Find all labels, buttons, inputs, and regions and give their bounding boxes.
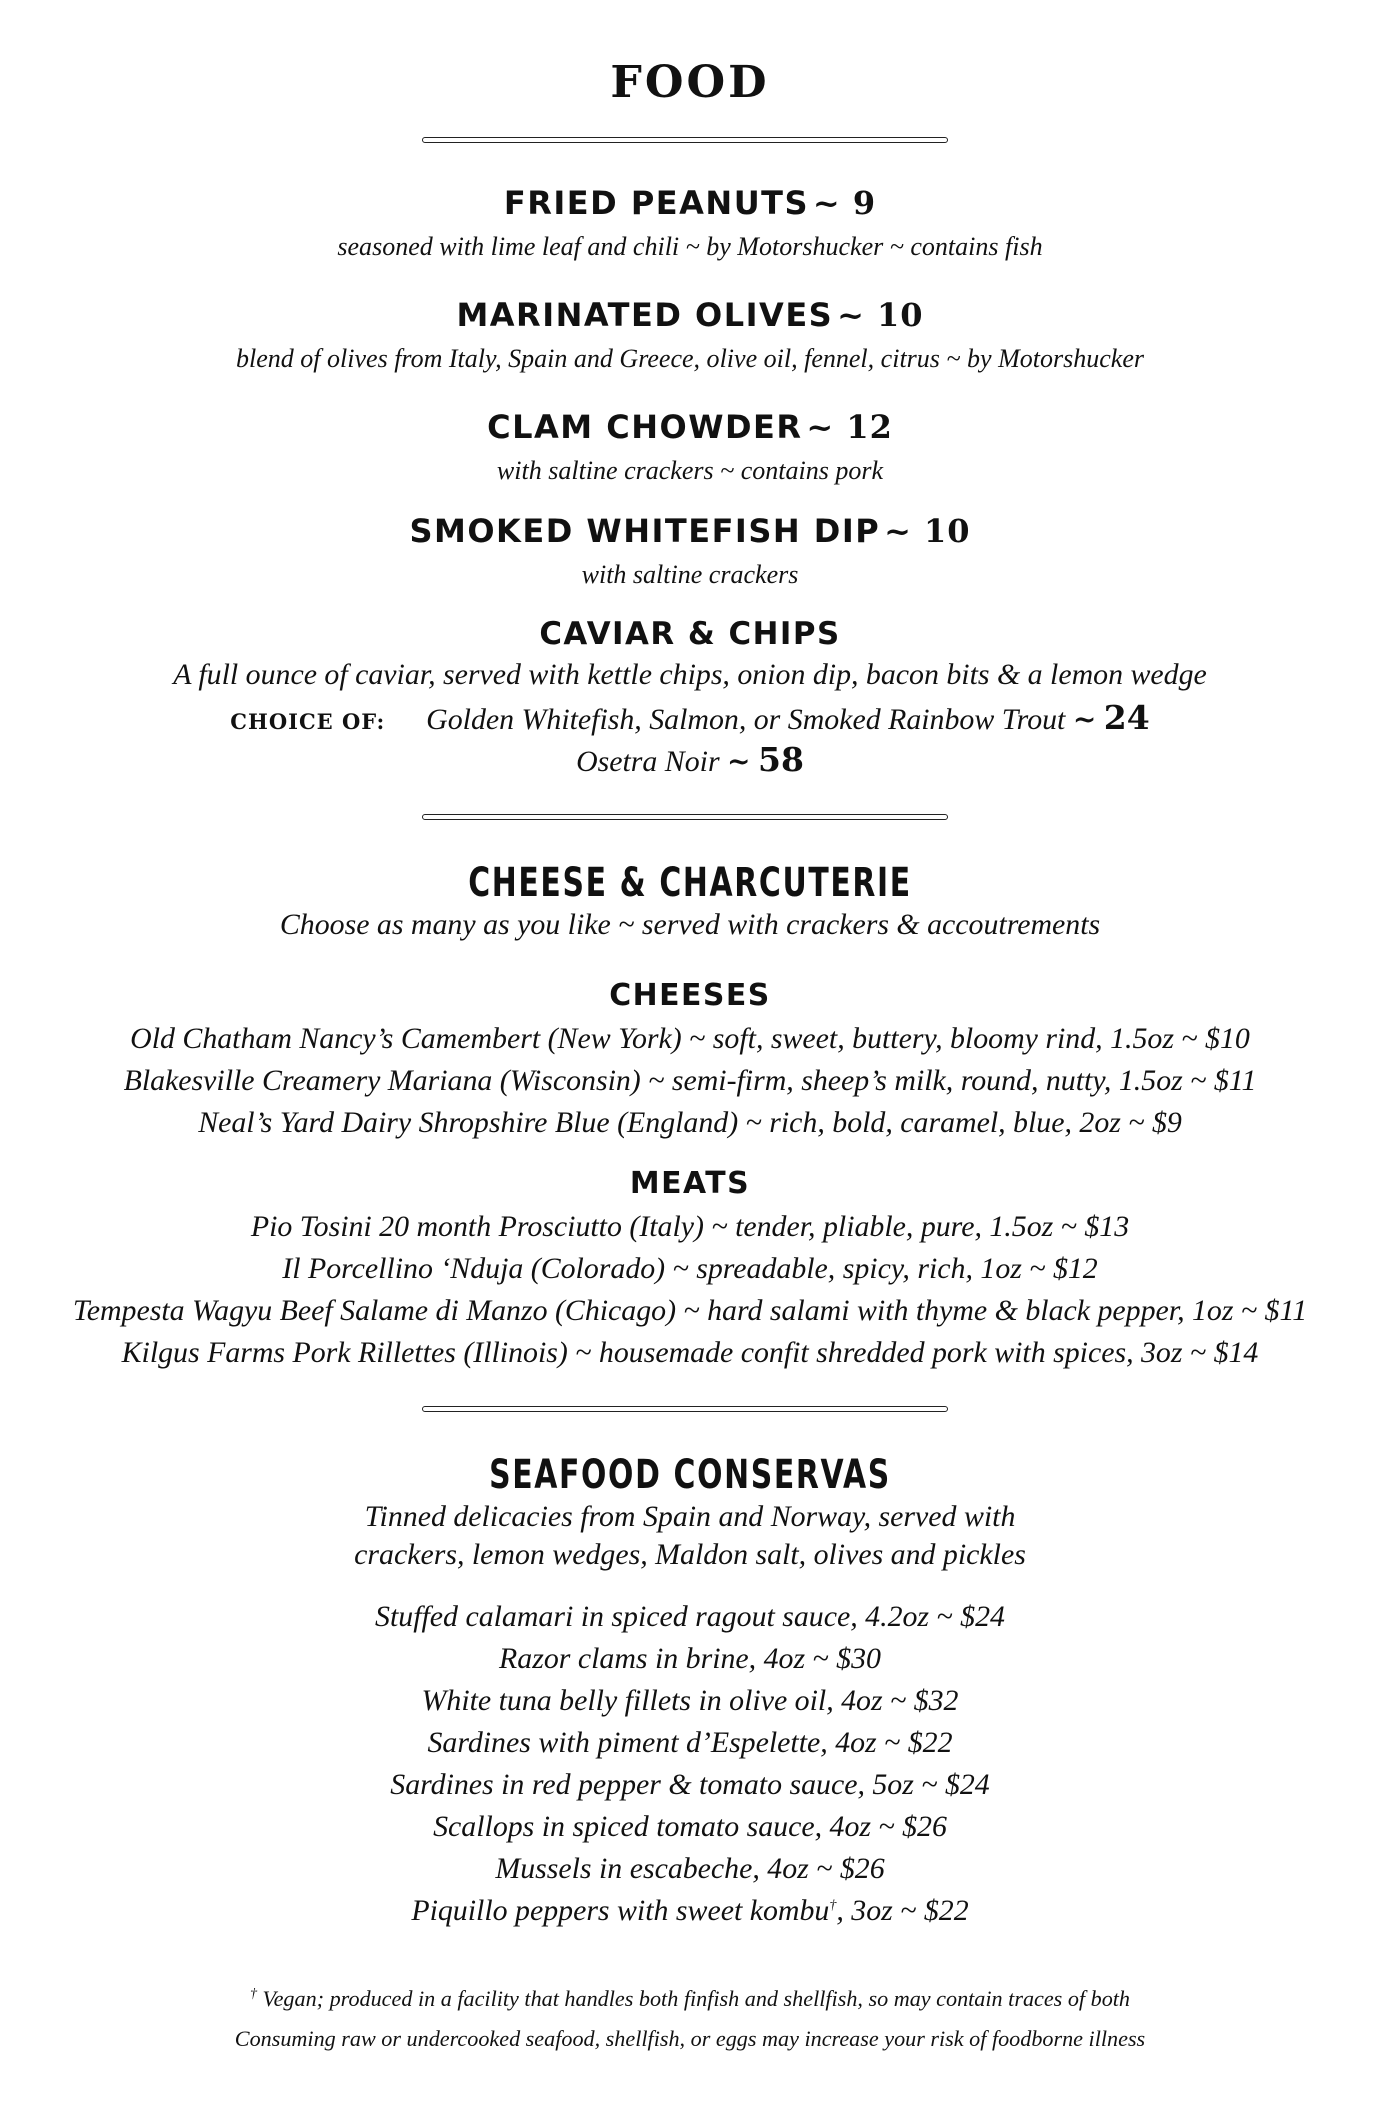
footnote-text: Vegan; produced in a facility that handles both finfish and shellfish, so may contain traces of both: [256, 1986, 1131, 2011]
menu-item-caviar-chips: CAVIAR & CHIPS: [539, 616, 841, 652]
subsection-title-cheeses: CHEESES: [609, 978, 771, 1013]
subsection-title-meats: MEATS: [629, 1166, 751, 1201]
section-title-cheese-charcuterie: CHEESE & CHARCUTERIE: [468, 858, 912, 906]
caviar-option-2: [0, 740, 1380, 779]
choice-label: CHOICE OF:: [230, 709, 386, 734]
footnote-warning: Consuming raw or undercooked seafood, shellfish, or eggs may increase your risk of foodborne illness: [234, 2026, 1146, 2051]
item-price: 9: [852, 184, 877, 222]
menu-item-fried-peanuts: [0, 184, 1380, 222]
section-subtitle: Choose as many as you like ~ served with crackers & accoutrements: [279, 908, 1101, 941]
section-subtitle: Tinned delicacies from Spain and Norway, served with: [364, 1500, 1016, 1533]
item-price: 10: [877, 296, 924, 334]
seafood-item: Scallops in spiced tomato sauce, 4oz ~ $26: [433, 1810, 947, 1843]
item-price: 10: [924, 512, 971, 550]
divider: [422, 137, 948, 143]
page-title: FOOD: [610, 56, 770, 108]
price-separator: ~: [812, 184, 853, 222]
meat-item: Tempesta Wagyu Beef Salame di Manzo (Chicago) ~ hard salami with thyme & black pepper, 1oz ~ $11: [72, 1294, 1308, 1327]
item-text: , 3oz ~ $22: [836, 1894, 969, 1927]
seafood-item: [0, 1894, 1380, 1928]
option-text: Osetra Noir: [576, 745, 720, 778]
item-description: with saltine crackers: [581, 560, 799, 589]
cheese-item: Blakesville Creamery Mariana (Wisconsin) ~ semi-firm, sheep’s milk, round, nutty, 1.5oz ~ $11: [123, 1064, 1257, 1097]
seafood-item: White tuna belly fillets in olive oil, 4oz ~ $32: [421, 1684, 959, 1717]
item-text: Piquillo peppers with sweet kombu: [411, 1894, 830, 1927]
item-name: FRIED PEANUTS: [503, 184, 810, 222]
dagger-mark: †: [829, 1898, 837, 1914]
price-separator: ~: [1072, 703, 1097, 736]
item-name: CLAM CHOWDER: [487, 408, 803, 446]
meat-item: Kilgus Farms Pork Rillettes (Illinois) ~ housemade confit shredded pork with spices, 3oz ~ $14: [121, 1336, 1259, 1369]
item-description: A full ounce of caviar, served with kettle chips, onion dip, bacon bits & a lemon wedge: [173, 658, 1207, 691]
seafood-item: Razor clams in brine, 4oz ~ $30: [499, 1642, 881, 1675]
price-separator: ~: [806, 408, 847, 446]
cheese-item: Old Chatham Nancy’s Camembert (New York) ~ soft, sweet, buttery, bloomy rind, 1.5oz ~ $10: [130, 1022, 1250, 1055]
menu-item-clam-chowder: [0, 408, 1380, 446]
section-subtitle: crackers, lemon wedges, Maldon salt, olives and pickles: [354, 1538, 1026, 1571]
section-title-seafood-conservas: SEAFOOD CONSERVAS: [489, 1450, 891, 1498]
item-name: MARINATED OLIVES: [456, 296, 834, 334]
option-price: 58: [757, 740, 804, 779]
menu-item-smoked-whitefish-dip: [0, 512, 1380, 550]
caviar-option-1: [0, 698, 1380, 737]
meat-item: Il Porcellino ‘Nduja (Colorado) ~ spreadable, spicy, rich, 1oz ~ $12: [282, 1252, 1098, 1285]
price-separator: ~: [837, 296, 878, 334]
meat-item: Pio Tosini 20 month Prosciutto (Italy) ~ tender, pliable, pure, 1.5oz ~ $13: [250, 1210, 1130, 1243]
footnote-vegan: [0, 1986, 1380, 2012]
cheese-item: Neal’s Yard Dairy Shropshire Blue (England) ~ rich, bold, caramel, blue, 2oz ~ $9: [198, 1106, 1182, 1139]
item-name: SMOKED WHITEFISH DIP: [409, 512, 881, 550]
item-description: seasoned with lime leaf and chili ~ by Motorshucker ~ contains fish: [337, 232, 1043, 261]
price-separator: ~: [884, 512, 925, 550]
item-description: with saltine crackers ~ contains pork: [496, 456, 884, 485]
item-price: 12: [846, 408, 893, 446]
seafood-item: Sardines in red pepper & tomato sauce, 5oz ~ $24: [390, 1768, 990, 1801]
option-text: Golden Whitefish, Salmon, or Smoked Rainbow Trout: [426, 703, 1066, 736]
menu-item-marinated-olives: [0, 296, 1380, 334]
item-description: blend of olives from Italy, Spain and Greece, olive oil, fennel, citrus ~ by Motorshucker: [235, 344, 1145, 373]
divider: [422, 1406, 948, 1412]
seafood-item: Mussels in escabeche, 4oz ~ $26: [495, 1852, 885, 1885]
seafood-item: Sardines with piment d’Espelette, 4oz ~ $22: [427, 1726, 953, 1759]
seafood-item: Stuffed calamari in spiced ragout sauce, 4.2oz ~ $24: [375, 1600, 1005, 1633]
dagger-mark: †: [249, 1986, 257, 2002]
price-separator: ~: [727, 745, 751, 778]
option-price: 24: [1103, 698, 1150, 737]
divider: [422, 814, 948, 820]
